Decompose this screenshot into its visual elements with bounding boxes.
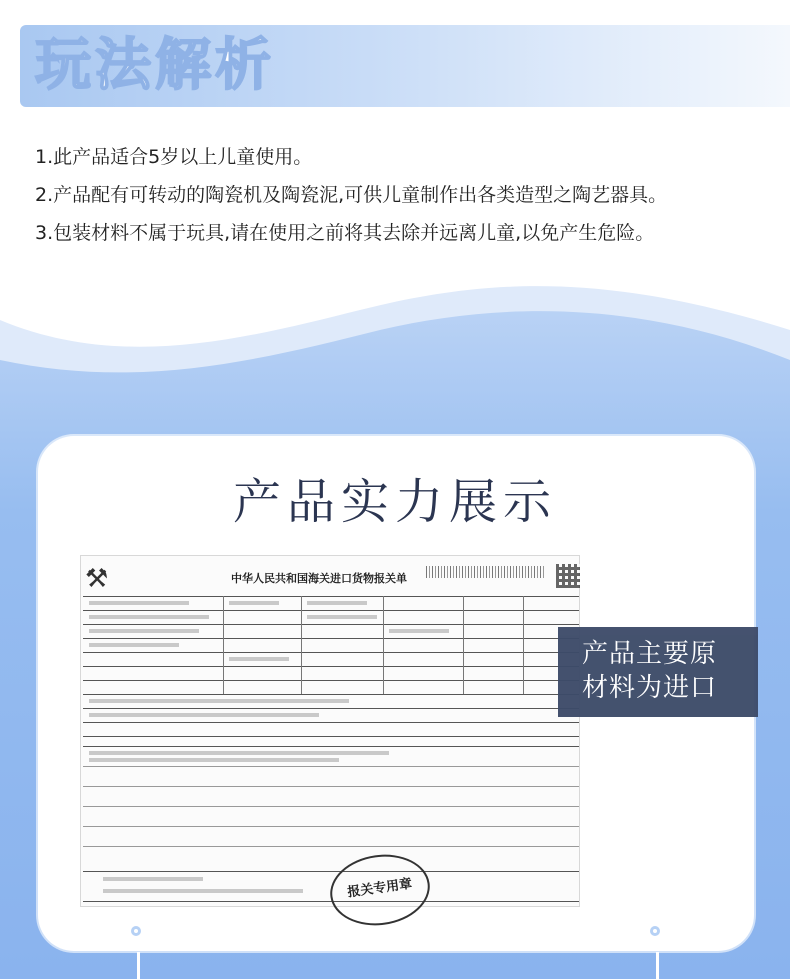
pin-left-icon <box>131 926 141 936</box>
rule-item: 3.包装材料不属于玩具,请在使用之前将其去除并远离儿童,以免产生危险。 <box>35 222 655 244</box>
customs-emblem-icon: ⚒ <box>85 564 109 594</box>
pin-right-stem <box>656 952 659 979</box>
document-heading: 中华人民共和国海关进口货物报关单 <box>231 572 407 585</box>
customs-document <box>80 555 580 907</box>
page-title: 玩法解析 <box>35 33 275 98</box>
stamp-label: 报关专用章 <box>346 876 414 901</box>
showcase-title: 产品实力展示 <box>232 474 557 530</box>
pin-left-stem <box>137 952 140 979</box>
material-note-line: 产品主要原 <box>582 639 718 669</box>
rule-item: 2.产品配有可转动的陶瓷机及陶瓷泥,可供儿童制作出各类造型之陶艺器具。 <box>35 184 668 206</box>
document-grid <box>83 596 579 902</box>
material-note-line: 材料为进口 <box>582 673 718 703</box>
rule-item: 1.此产品适合5岁以上儿童使用。 <box>35 146 313 168</box>
qr-code-icon <box>556 564 580 588</box>
pin-right-icon <box>650 926 660 936</box>
rules-list <box>35 138 790 252</box>
material-note <box>558 627 758 717</box>
barcode-icon <box>426 566 546 578</box>
